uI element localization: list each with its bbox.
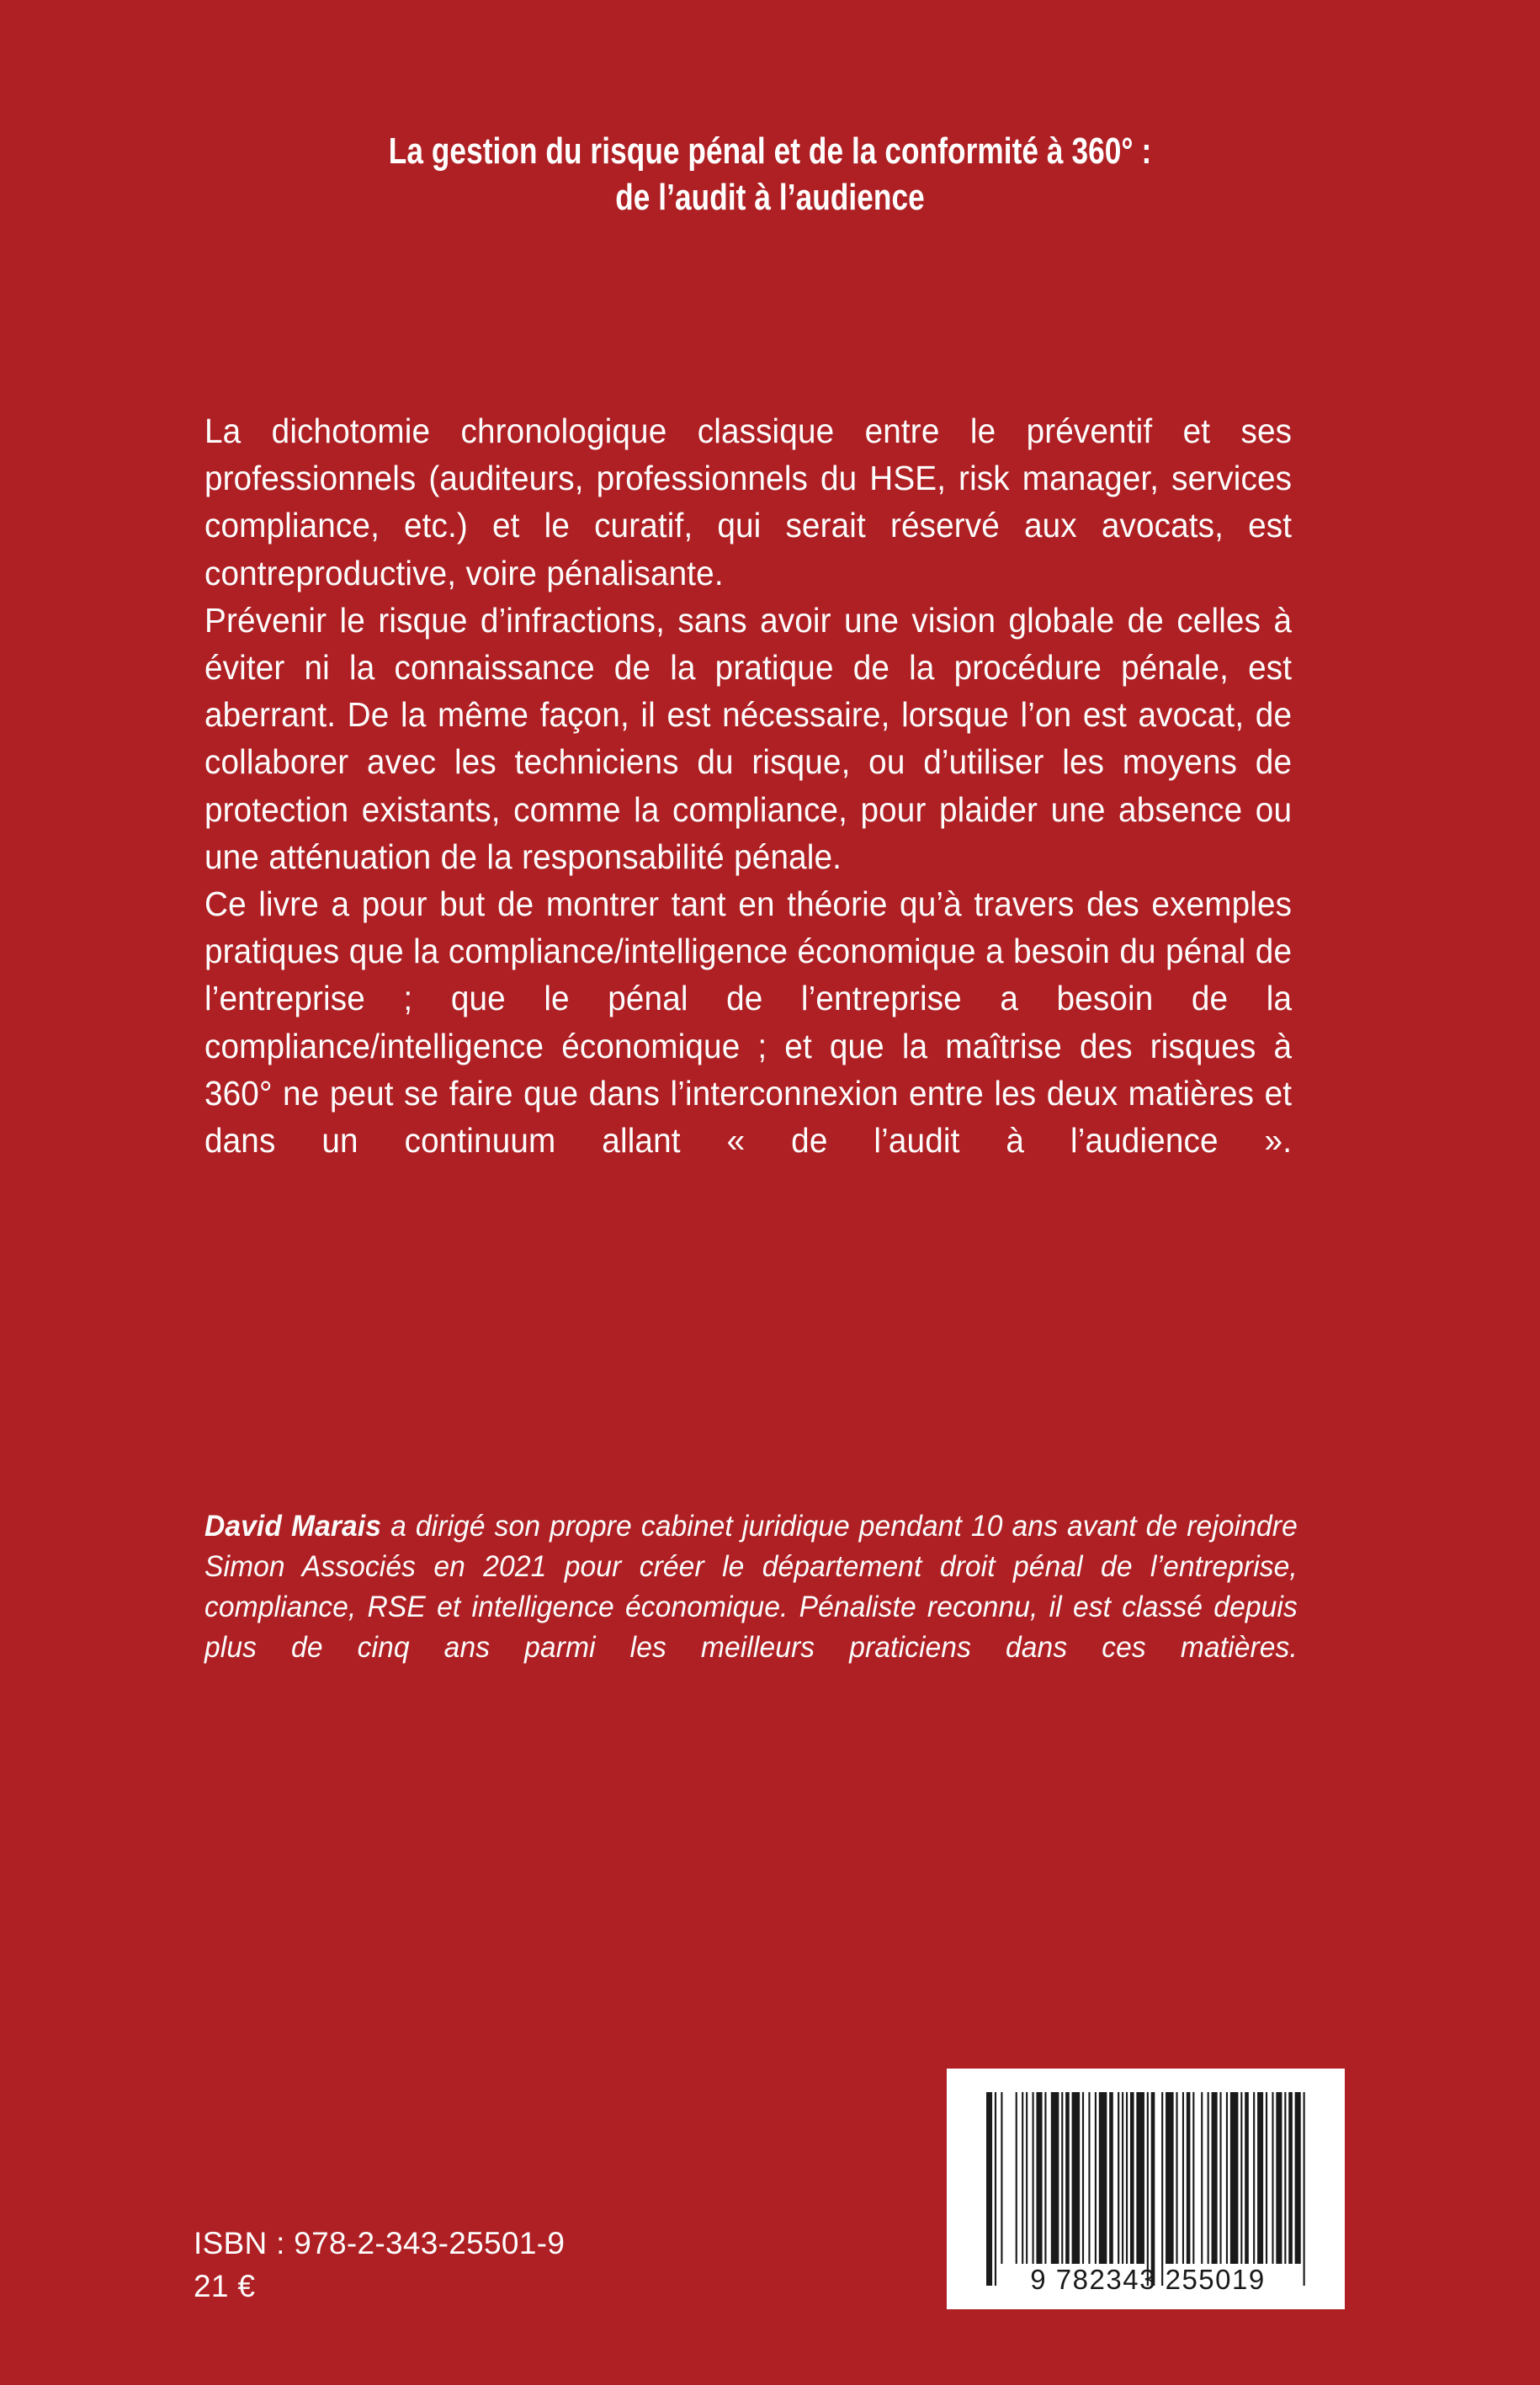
title-line-1: La gestion du risque pénal et de la conformité à 360° : (388, 130, 1152, 172)
title-line-2: de l’audit à l’audience (615, 177, 925, 218)
isbn-number: ISBN : 978-2-343-25501-9 (194, 2226, 566, 2260)
barcode-bars-svg (986, 2092, 1309, 2286)
barcode-inner (986, 2092, 1309, 2295)
author-bio-body: a dirigé son propre cabinet juridique pendant 10 ans avant de rejoindre Simon Associés en 2021 pour créer le département droit pénal de l’entreprise, compliance, RSE et intelligence économique. Pénaliste reconnu, il est classé depuis plus de cinq ans parmi les meilleurs praticiens dans ces matières. (204, 1510, 1298, 1664)
blurb-paragraph: Ce livre a pour but de montrer tant en théorie qu’à travers des exemples pratiques que la compliance/intelligence économique a besoin du pénal de l’entreprise ; que le pénal de l’entreprise a besoin de la compliance/intelligence économique ; et que la maîtrise des risques à 360° ne peut se faire que dans l’interconnexion entre les deux matières et dans un continuum allant « de l’audit à l’audience ». (204, 884, 1293, 1161)
barcode-digits: 9 782343 255019 (1030, 2264, 1266, 2295)
price-label: 21 € (194, 2269, 256, 2303)
isbn-price-block (194, 2222, 565, 2308)
author-bio-block (204, 1506, 1343, 1708)
author-name: David Marais (204, 1510, 382, 1543)
author-bio-paragraph (204, 1506, 1298, 1708)
book-title (151, 128, 1389, 220)
blurb-paragraph: Prévenir le risque d’infractions, sans avoir une vision globale de celles à éviter ni la connaissance de la pratique de la procédure pénale, est aberrant. De la même façon, il est nécessaire, lorsque l’on est avocat, de collaborer avec les techniciens du risque, ou d’utiliser les moyens de protection existants, comme la compliance, pour plaider une absence ou une atténuation de la responsabilité pénale. (204, 600, 1293, 876)
blurb-paragraph: La dichotomie chronologique classique entre le préventif et ses professionnels (auditeurs, professionnels du HSE, risk manager, services compliance, etc.) et le curatif, qui serait réservé aux avocats, est contreproductive, voire pénalisante. (204, 412, 1293, 592)
blurb-text-block (204, 407, 1343, 1211)
barcode (947, 2069, 1345, 2309)
